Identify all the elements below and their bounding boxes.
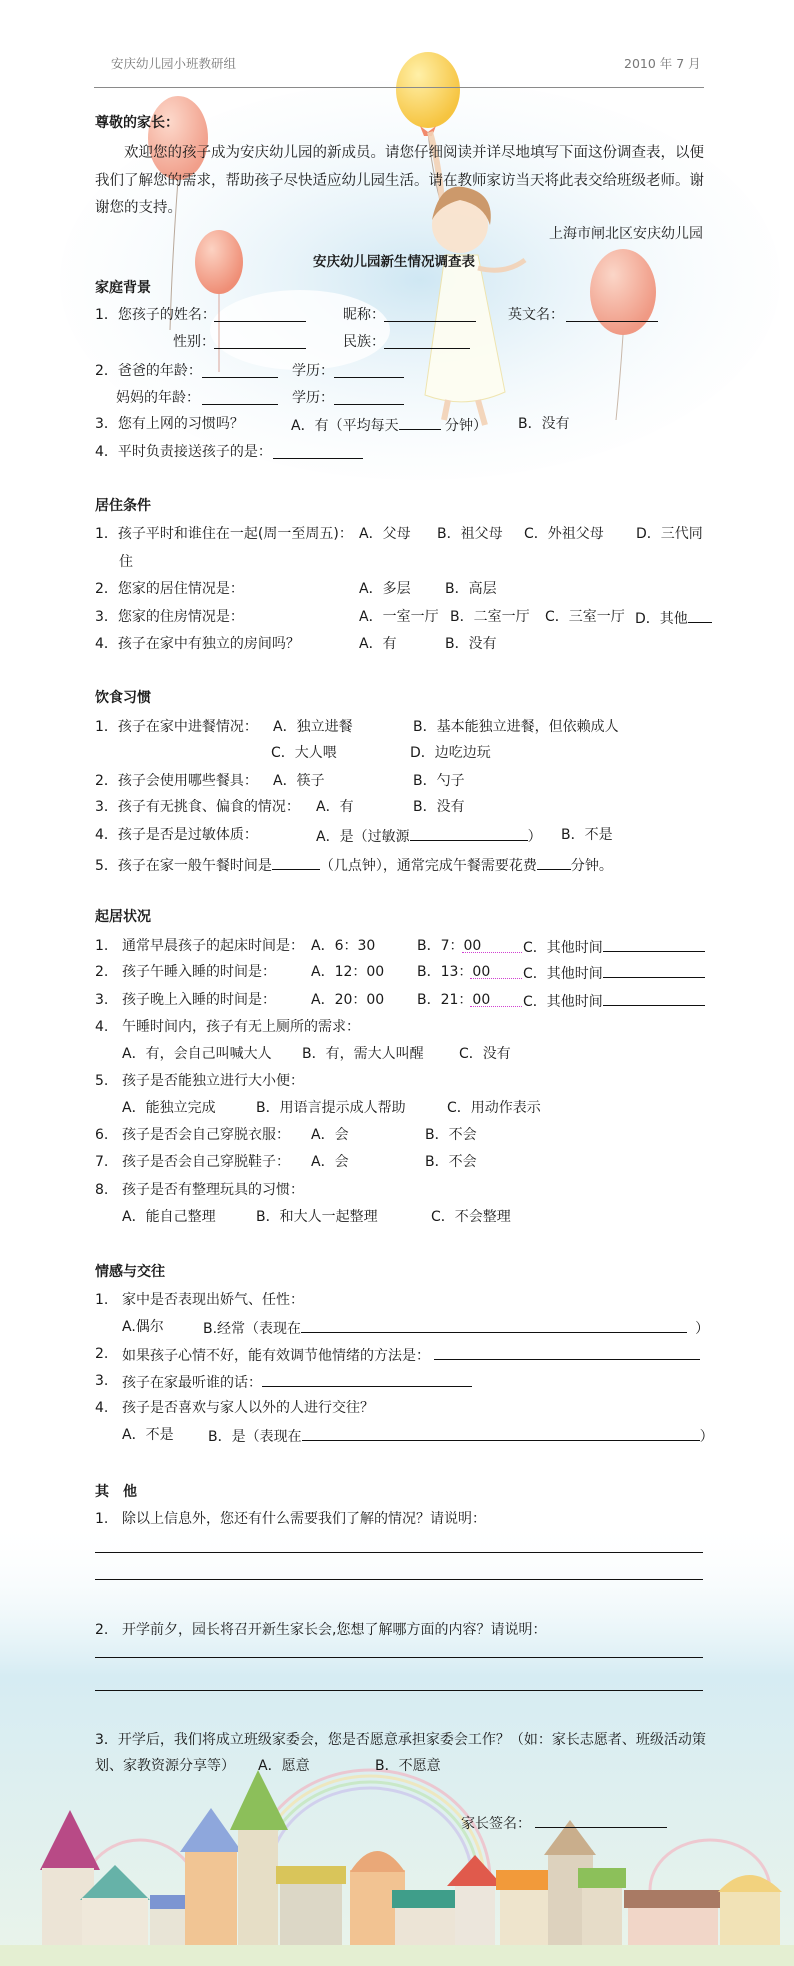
question-own-room: 4．孩子在家中有独立的房间吗？ <box>95 636 300 652</box>
lunch-text: 分钟。 <box>570 858 613 874</box>
section-heading-other: 其 他 <box>95 1484 137 1500</box>
option-shoes-yes[interactable]: A．会 <box>311 1154 349 1170</box>
mother-age-field[interactable] <box>202 390 278 405</box>
option-label: A．有（平均每天 <box>291 418 399 434</box>
answer-line[interactable] <box>95 1657 703 1658</box>
section-heading-routine: 起居状况 <box>95 909 151 925</box>
emotion-number: 4. <box>95 1400 109 1416</box>
question-calming <box>122 1345 700 1365</box>
option-label: A．是（过敏源 <box>316 829 410 845</box>
option-2br[interactable]: B．二室一厅 <box>450 609 530 625</box>
option-time-c[interactable] <box>523 991 705 1011</box>
option-time-a[interactable]: A．6：30 <box>311 938 376 954</box>
option-adult-feeds[interactable]: C．大人喂 <box>271 745 337 761</box>
child-name-field[interactable] <box>214 307 306 322</box>
label-ethnicity: 民族： <box>343 334 385 350</box>
english-name-field[interactable] <box>566 307 658 322</box>
option-time-a[interactable]: A．20：00 <box>311 992 385 1008</box>
option-picky-yes[interactable]: A．有 <box>316 799 354 815</box>
temper-detail-field[interactable] <box>301 1318 687 1333</box>
question-allergy: 4．孩子是否是过敏体质： <box>95 827 258 843</box>
question-housing: 3．您家的住房情况是： <box>95 609 244 625</box>
header-org: 安庆幼儿园小班教研组 <box>111 56 237 71</box>
option-three-generations[interactable]: D．三代同 <box>636 526 703 542</box>
other-time-field[interactable] <box>603 991 705 1006</box>
option-other-housing[interactable] <box>635 608 712 628</box>
question-utensils: 2．孩子会使用哪些餐具： <box>95 773 258 789</box>
header-date: 2010 年 7 月 <box>624 56 701 71</box>
question-text: 孩子在家最听谁的话： <box>122 1375 262 1391</box>
question-listens-to <box>122 1372 472 1392</box>
option-label: C．其他时间 <box>523 966 603 982</box>
option-tidy-b[interactable]: B．和大人一起整理 <box>256 1209 378 1225</box>
social-detail-field[interactable] <box>302 1426 700 1441</box>
parent-signature <box>461 1813 667 1833</box>
father-age-field[interactable] <box>202 363 278 378</box>
option-social-no[interactable]: A．不是 <box>122 1427 174 1443</box>
option-allergy-yes[interactable] <box>316 826 542 846</box>
question-other-info: 除以上信息外，您还有什么需要我们了解的情况？请说明： <box>122 1511 486 1527</box>
option-tidy-a[interactable]: A．能自己整理 <box>122 1209 216 1225</box>
other-number: 2. <box>95 1622 109 1638</box>
question-toileting: 孩子是否能独立进行大小便： <box>122 1073 304 1089</box>
question-picky: 3．孩子有无挑食、偏食的情况： <box>95 799 300 815</box>
routine-number: 1. <box>95 938 109 954</box>
question-child-name: 1．您孩子的姓名： <box>95 307 216 323</box>
question-nap-toilet: 午睡时间内，孩子有无上厕所的需求： <box>122 1019 360 1035</box>
letter-salutation: 尊敬的家长： <box>95 115 179 131</box>
lunch-text: （几点钟），通常完成午餐需要花费 <box>319 858 537 874</box>
option-social-yes[interactable] <box>208 1426 714 1446</box>
option-label: B.经常（表现在 <box>203 1321 302 1337</box>
father-education-field[interactable] <box>334 363 404 378</box>
option-label: B．是（表现在 <box>208 1429 302 1445</box>
question-wake-time: 通常早晨孩子的起床时间是： <box>122 938 304 954</box>
option-parents[interactable]: A．父母 <box>359 526 411 542</box>
gender-field[interactable] <box>214 334 306 349</box>
option-eat-independent[interactable]: A．独立进餐 <box>273 719 353 735</box>
dotted-leader <box>470 964 522 979</box>
option-allergy-no[interactable]: B．不是 <box>561 827 613 843</box>
option-toilet-c[interactable]: C．没有 <box>459 1046 511 1062</box>
section-heading-residence: 居住条件 <box>95 498 151 514</box>
signature-field[interactable] <box>535 1813 667 1828</box>
option-1br[interactable]: A．一室一厅 <box>359 609 439 625</box>
mother-education-field[interactable] <box>334 390 404 405</box>
other-number: 1. <box>95 1511 109 1527</box>
dotted-leader <box>462 938 522 953</box>
option-toileting-a[interactable]: A．能独立完成 <box>122 1100 216 1116</box>
option-dressing-no[interactable]: B．不会 <box>425 1127 477 1143</box>
other-time-field[interactable] <box>603 937 705 952</box>
label-gender: 性别： <box>173 334 215 350</box>
option-grandparents[interactable]: B．祖父母 <box>437 526 503 542</box>
emotion-number: 1. <box>95 1292 109 1308</box>
option-willing[interactable]: A．愿意 <box>258 1758 310 1774</box>
option-toilet-a[interactable]: A．有，会自己叫喊大人 <box>122 1046 272 1062</box>
option-eat-mostly[interactable]: B．基本能独立进餐，但依赖成人 <box>413 719 619 735</box>
question-bed-time: 孩子晚上入睡的时间是： <box>122 992 276 1008</box>
dotted-leader <box>470 992 522 1007</box>
section-heading-family: 家庭背景 <box>95 280 151 296</box>
question-eating: 1．孩子在家中进餐情况： <box>95 719 258 735</box>
option-own-room-no[interactable]: B．没有 <box>445 636 497 652</box>
option-toilet-b[interactable]: B．有，需大人叫醒 <box>302 1046 424 1062</box>
listens-to-field[interactable] <box>262 1372 472 1387</box>
signature-label: 家长签名： <box>461 1816 531 1832</box>
question-socializing: 孩子是否喜欢与家人以外的人进行交往？ <box>122 1400 374 1416</box>
routine-number: 4. <box>95 1019 109 1035</box>
question-pickup: 4．平时负责接送孩子的是： <box>95 444 272 460</box>
section-heading-diet: 饮食习惯 <box>95 690 151 706</box>
section-heading-emotion: 情感与交往 <box>95 1264 165 1280</box>
option-internet-yes[interactable] <box>291 415 487 435</box>
emotion-number: 2. <box>95 1346 109 1362</box>
label-mother-education: 学历： <box>292 390 334 406</box>
option-three-generations-wrap: 住 <box>119 554 133 570</box>
label-mother-age: 妈妈的年龄： <box>116 390 200 406</box>
lunch-time-field[interactable] <box>272 855 320 870</box>
letter-signature: 上海市闸北区安庆幼儿园 <box>549 226 703 242</box>
question-shoes: 孩子是否会自己穿脱鞋子： <box>122 1154 290 1170</box>
question-father-age: 2．爸爸的年龄： <box>95 363 202 379</box>
emotion-number: 3. <box>95 1373 109 1389</box>
option-label: D．其他 <box>635 611 688 627</box>
routine-number: 2. <box>95 964 109 980</box>
option-time-a[interactable]: A．12：00 <box>311 964 385 980</box>
option-shoes-no[interactable]: B．不会 <box>425 1154 477 1170</box>
option-spoon[interactable]: B．勺子 <box>413 773 465 789</box>
option-temper-often[interactable] <box>203 1318 709 1338</box>
option-label: 分钟） <box>440 418 488 434</box>
question-live-with: 1．孩子平时和谁住在一起(周一至周五)： <box>95 526 353 542</box>
pickup-field[interactable] <box>273 444 363 459</box>
option-own-room-yes[interactable]: A．有 <box>359 636 397 652</box>
question-temper: 家中是否表现出娇气、任性： <box>122 1292 304 1308</box>
answer-line[interactable] <box>95 1552 703 1553</box>
option-eat-play[interactable]: D．边吃边玩 <box>410 745 491 761</box>
routine-number: 8. <box>95 1182 109 1198</box>
lunch-duration-field[interactable] <box>537 855 571 870</box>
label-english-name: 英文名： <box>508 307 564 323</box>
label-father-education: 学历： <box>292 363 334 379</box>
nickname-field[interactable] <box>384 307 476 322</box>
calming-method-field[interactable] <box>434 1345 700 1360</box>
routine-number: 6. <box>95 1127 109 1143</box>
option-dressing-yes[interactable]: A．会 <box>311 1127 349 1143</box>
option-label: ） <box>527 829 542 845</box>
option-time-b[interactable]: B．7：00 <box>417 938 482 954</box>
other-time-field[interactable] <box>603 963 705 978</box>
ethnicity-field[interactable] <box>384 334 470 349</box>
option-time-c[interactable] <box>523 937 705 957</box>
option-tidy-c[interactable]: C．不会整理 <box>431 1209 511 1225</box>
option-time-b[interactable]: B．13：00 <box>417 964 491 980</box>
question-building: 2．您家的居住情况是： <box>95 581 244 597</box>
routine-number: 7. <box>95 1154 109 1170</box>
answer-line[interactable] <box>95 1690 703 1691</box>
routine-number: 3. <box>95 992 109 1008</box>
option-chopsticks[interactable]: A．筷子 <box>273 773 325 789</box>
allergen-field[interactable] <box>410 826 528 841</box>
question-text: 如果孩子心情不好，能有效调节他情绪的方法是： <box>122 1348 430 1364</box>
question-committee-wrap: 划、家教资源分享等） <box>95 1758 235 1774</box>
question-dressing: 孩子是否会自己穿脱衣服： <box>122 1127 290 1143</box>
other-housing-field[interactable] <box>688 608 712 623</box>
option-temper-sometimes[interactable]: A.偶尔 <box>122 1319 164 1335</box>
question-internet: 3．您有上网的习惯吗？ <box>95 416 244 432</box>
option-3br[interactable]: C．三室一厅 <box>545 609 625 625</box>
option-maternal-grandparents[interactable]: C．外祖父母 <box>524 526 604 542</box>
letter-body: 欢迎您的孩子成为安庆幼儿园的新成员。请您仔细阅读并详尽地填写下面这份调查表，以便我们了解您的需求，帮助孩子尽快适应幼儿园生活。请在教师家访当天将此表交给班级老师。谢谢您的支持。 <box>95 145 704 216</box>
option-time-c[interactable] <box>523 963 705 983</box>
label-nickname: 昵称： <box>343 307 385 323</box>
option-time-b[interactable]: B．21：00 <box>417 992 491 1008</box>
option-toileting-b[interactable]: B．用语言提示成人帮助 <box>256 1100 406 1116</box>
option-label: ） <box>695 1321 710 1337</box>
question-nap-time: 孩子午睡入睡的时间是： <box>122 964 276 980</box>
option-label: C．其他时间 <box>523 940 603 956</box>
option-low-rise[interactable]: A．多层 <box>359 581 411 597</box>
option-unwilling[interactable]: B．不愿意 <box>375 1758 441 1774</box>
option-picky-no[interactable]: B．没有 <box>413 799 465 815</box>
question-parent-meeting: 开学前夕，园长将召开新生家长会,您想了解哪方面的内容？请说明： <box>122 1622 547 1638</box>
option-toileting-c[interactable]: C．用动作表示 <box>447 1100 541 1116</box>
option-high-rise[interactable]: B．高层 <box>445 581 497 597</box>
lunch-text: 5．孩子在家一般午餐时间是 <box>95 858 272 874</box>
page-title: 安庆幼儿园新生情况调查表 <box>313 254 475 270</box>
question-lunch <box>95 855 613 875</box>
answer-line[interactable] <box>95 1579 703 1580</box>
header-divider <box>94 87 704 88</box>
option-label: ） <box>699 1429 714 1445</box>
option-internet-no[interactable]: B．没有 <box>518 416 570 432</box>
question-tidy-toys: 孩子是否有整理玩具的习惯： <box>122 1182 304 1198</box>
question-committee: 3．开学后，我们将成立班级家委会，您是否愿意承担家委会工作？（如：家长志愿者、班级活动策 <box>95 1732 706 1748</box>
minutes-field[interactable] <box>399 415 441 430</box>
routine-number: 5. <box>95 1073 109 1089</box>
option-label: C．其他时间 <box>523 994 603 1010</box>
